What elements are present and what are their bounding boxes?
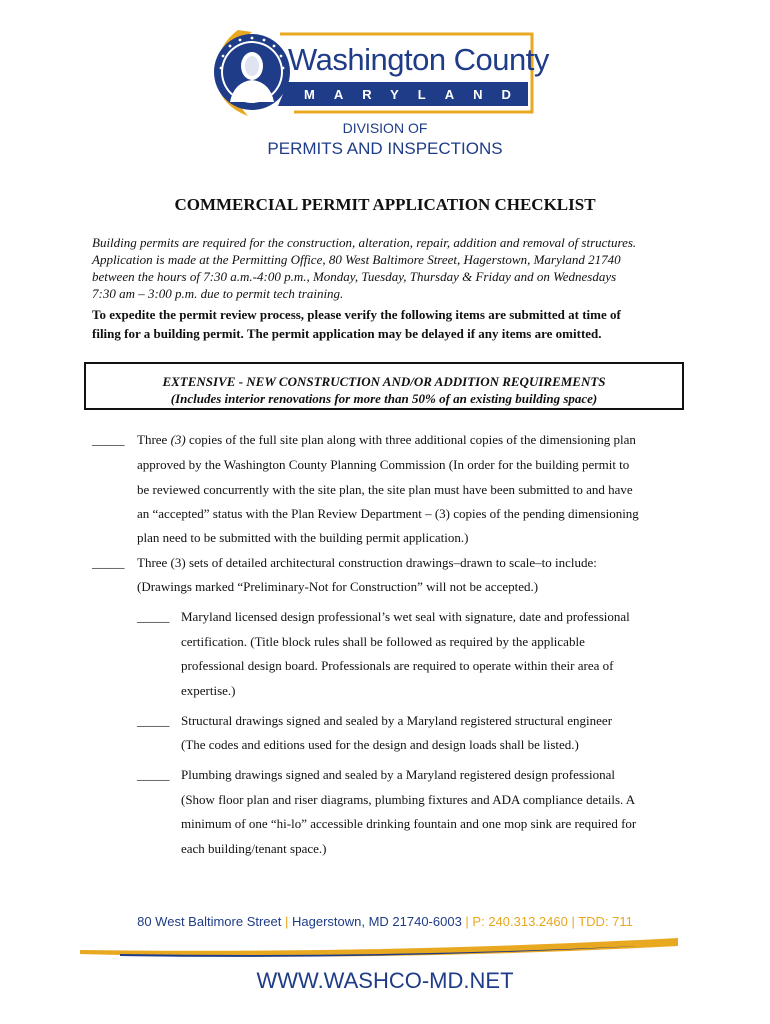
expedite-note <box>92 305 692 343</box>
intro-line: Building permits are required for the construction, alteration, repair, addition and removal of structures. <box>92 235 637 250</box>
county-name: Washington County <box>288 42 549 77</box>
city-zip: Hagerstown, MD 21740-6003 <box>291 914 462 929</box>
item-text-part: copies of the full site plan along with three additional copies of the dimensioning plan <box>185 432 636 447</box>
separator: | <box>567 914 579 929</box>
division-label: DIVISION OF <box>342 120 428 136</box>
item-text: minimum of one “hi-lo” accessible drinking fountain and one mop sink are required for <box>181 816 637 831</box>
item-text: Plumbing drawings signed and sealed by a Maryland registered design professional <box>181 767 615 782</box>
note-line: filing for a building permit. The permit application may be delayed if any items are omitted. <box>92 326 602 341</box>
checkbox-blank[interactable]: _____ <box>137 609 170 624</box>
separator: | <box>461 914 473 929</box>
item-text: Maryland licensed design professional’s wet seal with signature, date and professional <box>181 609 630 624</box>
item-text: (Drawings marked “Preliminary-Not for Construction” will not be accepted.) <box>137 579 539 594</box>
tdd-number: TDD: 711 <box>578 914 633 929</box>
item-text-part: Three <box>137 432 171 447</box>
note-line: To expedite the permit review process, please verify the following items are submitted at time of <box>92 307 621 322</box>
item-text: approved by the Washington County Planning Commission (In order for the building permit to <box>137 457 630 472</box>
item-text <box>137 432 636 448</box>
item-text: plan need to be submitted with the building permit application.) <box>137 530 469 545</box>
street-address: 80 West Baltimore Street <box>137 914 282 929</box>
state-name: MARYLAND <box>304 87 530 102</box>
requirements-box <box>84 362 684 410</box>
intro-line: Application is made at the Permitting Office, 80 West Baltimore Street, Hagerstown, Maryland 21740 <box>92 252 621 267</box>
checkbox-blank[interactable]: _____ <box>92 432 125 447</box>
item-text: (The codes and editions used for the design and design loads shall be listed.) <box>181 737 579 752</box>
checkbox-blank[interactable]: _____ <box>137 767 170 782</box>
item-text-italic: (3) <box>170 432 186 447</box>
phone-number: P: 240.313.2460 <box>472 914 568 929</box>
website-link[interactable]: WWW.WASHCO-MD.NET <box>256 968 514 993</box>
requirements-subheading: (Includes interior renovations for more than 50% of an existing building space) <box>170 391 598 406</box>
county-logo <box>208 24 549 120</box>
item-text: each building/tenant space.) <box>181 841 327 856</box>
intro-line: between the hours of 7:30 a.m.-4:00 p.m., Monday, Tuesday, Thursday & Friday and on Wednesdays <box>92 269 617 284</box>
requirements-heading: EXTENSIVE - NEW CONSTRUCTION AND/OR ADDITION REQUIREMENTS <box>162 374 606 389</box>
intro-line: 7:30 am – 3:00 p.m. due to permit tech training. <box>92 286 344 301</box>
footer-address <box>0 914 770 929</box>
item-text: (Show floor plan and riser diagrams, plumbing fixtures and ADA compliance details. A <box>181 792 636 807</box>
checkbox-blank[interactable]: _____ <box>92 555 125 570</box>
item-text: be reviewed concurrently with the site plan, the site plan must have been submitted to and have <box>137 482 633 497</box>
item-text: an “accepted” status with the Plan Review Department – (3) copies of the pending dimensioning <box>137 506 639 521</box>
separator: | <box>281 914 292 929</box>
page-title: COMMERCIAL PERMIT APPLICATION CHECKLIST <box>174 195 596 214</box>
item-text: Structural drawings signed and sealed by a Maryland registered structural engineer <box>181 713 613 728</box>
intro-paragraph <box>92 234 692 302</box>
item-text: certification. (Title block rules shall be followed as required by the applicable <box>181 634 585 649</box>
item-text: professional design board. Professionals are required to operate within their area of <box>181 658 614 673</box>
item-text: expertise.) <box>181 683 236 698</box>
checkbox-blank[interactable]: _____ <box>137 713 170 728</box>
item-text: Three (3) sets of detailed architectural construction drawings–drawn to scale–to include: <box>137 555 597 570</box>
division-name: PERMITS AND INSPECTIONS <box>267 139 503 158</box>
footer-swoosh-icon <box>80 936 680 960</box>
